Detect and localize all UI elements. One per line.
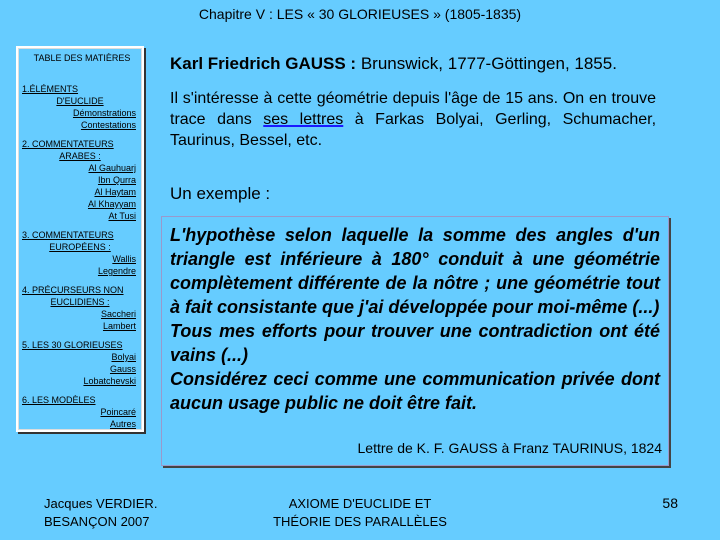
- toc-section-link[interactable]: 6. LES MODÈLES: [22, 395, 96, 405]
- example-label: Un exemple :: [170, 184, 271, 203]
- toc-link[interactable]: Démonstrations: [72, 108, 136, 118]
- toc-link[interactable]: Bolyai: [111, 352, 136, 362]
- footer-author: [44, 495, 157, 531]
- toc-link[interactable]: Al Gauhuarj: [88, 163, 136, 173]
- author-name: Jacques VERDIER.: [44, 496, 158, 511]
- slide-title: Chapitre V : LES « 30 GLORIEUSES » (1805-1835): [198, 6, 522, 22]
- toc-link[interactable]: Al Khayyam: [87, 199, 136, 209]
- letters-link[interactable]: ses lettres: [263, 111, 344, 128]
- toc-section-link[interactable]: 4. PRÉCURSEURS NON: [22, 285, 124, 295]
- toc-link[interactable]: Legendre: [97, 266, 136, 276]
- toc-section-link[interactable]: 5. LES 30 GLORIEUSES: [22, 340, 123, 350]
- course-title-2: THÉORIE DES PARALLÈLES: [273, 514, 447, 529]
- toc-link[interactable]: EUROPÉENS :: [49, 242, 111, 252]
- toc-section-link[interactable]: 3. COMMENTATEURS: [22, 230, 114, 240]
- toc-section-link[interactable]: 2. COMMENTATEURS: [22, 139, 114, 149]
- author-place: BESANÇON 2007: [44, 514, 150, 529]
- toc-link[interactable]: Contestations: [80, 120, 136, 130]
- quote-line: L'hypothèse selon laquelle la somme des angles d'un triangle est inférieure à 180° conduit à une géométrie complètement différente de la nôtre ; une géométrie tout à fait consistante que j'ai développée pour moi-même (...): [170, 225, 660, 317]
- toc-link[interactable]: ARABES :: [59, 151, 101, 161]
- course-title-1: AXIOME D'EUCLIDE ET: [288, 496, 432, 511]
- table-of-contents: [16, 46, 144, 432]
- quote-source: Lettre de K. F. GAUSS à Franz TAURINUS, 1824: [357, 440, 662, 456]
- intro-paragraph: [170, 88, 656, 151]
- toc-link[interactable]: Poincaré: [100, 407, 136, 417]
- quote-line: Tous mes efforts pour trouver une contradiction ont été vains (...): [170, 321, 660, 365]
- toc-link[interactable]: Ibn Qurra: [97, 175, 136, 185]
- toc-link[interactable]: Autres: [109, 419, 136, 429]
- toc-link[interactable]: Gauss: [109, 364, 136, 374]
- page-number: 58: [662, 495, 678, 511]
- toc-link[interactable]: Wallis: [112, 254, 136, 264]
- intro-after: à Farkas Bolyai, Gerling, Schumacher, Taurinus, Bessel, etc.: [170, 111, 657, 149]
- toc-section-link[interactable]: 1.ÉLÉMENTS: [22, 84, 79, 94]
- toc-heading: TABLE DES MATIÈRES: [33, 53, 131, 63]
- toc-link[interactable]: Lambert: [102, 321, 136, 331]
- intro-before: Il s'intéresse à cette géométrie depuis l'âge de 15 ans. On en trouve trace dans: [170, 90, 656, 128]
- gauss-dates: Brunswick, 1777-Göttingen, 1855.: [356, 54, 617, 73]
- toc-link[interactable]: At Tusi: [108, 211, 136, 221]
- toc-link[interactable]: EUCLIDIENS :: [50, 297, 110, 307]
- gauss-quote: [170, 223, 660, 415]
- gauss-name: Karl Friedrich GAUSS :: [170, 54, 357, 73]
- toc-link[interactable]: D'EUCLIDE: [56, 96, 104, 106]
- toc-link[interactable]: Lobatchevski: [83, 376, 136, 386]
- toc-link[interactable]: Al Haytam: [94, 187, 136, 197]
- footer-course: [250, 495, 470, 531]
- gauss-heading: [170, 54, 617, 74]
- toc-link[interactable]: Saccheri: [100, 309, 136, 319]
- quote-line: Considérez ceci comme une communication privée dont aucun usage public ne doit être fait.: [170, 369, 660, 413]
